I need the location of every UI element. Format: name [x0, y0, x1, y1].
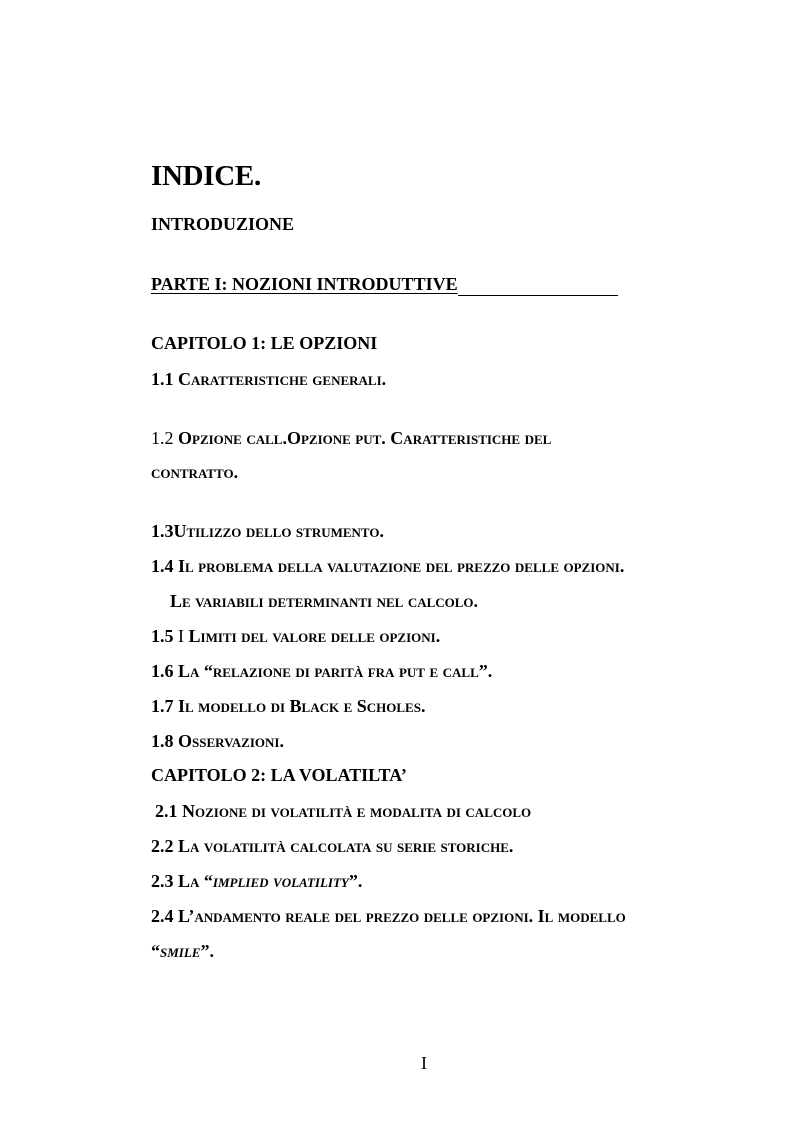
entry-number: 2.3	[151, 871, 178, 891]
entry-number: 1.5	[151, 626, 178, 646]
toc-parte-1-label: PARTE I: NOZIONI INTRODUTTIVE	[151, 274, 458, 294]
toc-entry-1-2	[151, 428, 551, 449]
toc-entry-1-8	[151, 731, 284, 752]
entry-text-pre: “	[151, 941, 160, 961]
toc-entry-2-2	[151, 836, 513, 857]
entry-text-post: ”.	[348, 871, 363, 891]
entry-text: Nozione di volatilità e modalita di calcolo	[182, 801, 532, 821]
toc-capitolo-2: CAPITOLO 2: LA VOLATILTA’	[151, 765, 407, 785]
entry-number: 1.6	[151, 661, 178, 681]
entry-text-italic: smile	[160, 941, 201, 961]
entry-number: 1.8	[151, 731, 178, 751]
entry-text: La “relazione di parità fra put e call”.	[178, 661, 493, 681]
entry-roman: I	[178, 626, 189, 646]
entry-number: 2.4	[151, 906, 178, 926]
page-number: I	[421, 1053, 427, 1073]
entry-number: 1.1	[151, 369, 178, 389]
toc-entry-1-7	[151, 696, 425, 717]
entry-number: 1.7	[151, 696, 178, 716]
toc-entry-2-4	[151, 906, 626, 927]
toc-entry-1-6	[151, 661, 492, 682]
entry-number: 1.2	[151, 428, 178, 448]
toc-introduzione: INTRODUZIONE	[151, 214, 295, 234]
underline-rule	[458, 295, 618, 296]
entry-text: Limiti del valore delle opzioni.	[188, 626, 441, 646]
toc-entry-2-4-cont	[151, 941, 214, 962]
entry-text: Utilizzo dello strumento.	[173, 521, 384, 541]
toc-entry-1-3	[151, 521, 384, 542]
toc-entry-1-4-cont: Le variabili determinanti nel calcolo.	[170, 591, 479, 611]
toc-capitolo-1: CAPITOLO 1: LE OPZIONI	[151, 333, 378, 353]
entry-text: Caratteristiche generali.	[178, 369, 387, 389]
entry-text: Opzione call.Opzione put. Caratteristiche del	[178, 428, 552, 448]
entry-text: L’andamento reale del prezzo delle opzioni. Il modello	[178, 906, 626, 926]
entry-text: Il modello di Black e Scholes.	[178, 696, 426, 716]
entry-text-post: ”.	[200, 941, 214, 961]
page-title: INDICE.	[151, 160, 261, 192]
toc-parte-1	[151, 274, 618, 295]
entry-text: Il problema della valutazione del prezzo delle opzioni.	[178, 556, 625, 576]
toc-entry-2-3	[151, 871, 362, 892]
entry-number: 2.1	[155, 801, 182, 821]
entry-number: 2.2	[151, 836, 178, 856]
entry-text-italic: implied volatility	[212, 871, 349, 891]
toc-entry-2-1	[155, 801, 531, 822]
entry-text: La volatilità calcolata su serie storiche.	[178, 836, 514, 856]
entry-text: Osservazioni.	[178, 731, 284, 751]
entry-number: 1.4	[151, 556, 178, 576]
toc-entry-1-1	[151, 369, 386, 390]
toc-entry-1-4	[151, 556, 624, 577]
entry-number: 1.3	[151, 521, 174, 541]
toc-entry-1-5	[151, 626, 440, 647]
entry-text-pre: La “	[178, 871, 213, 891]
toc-entry-1-2-cont: contratto.	[151, 462, 239, 482]
